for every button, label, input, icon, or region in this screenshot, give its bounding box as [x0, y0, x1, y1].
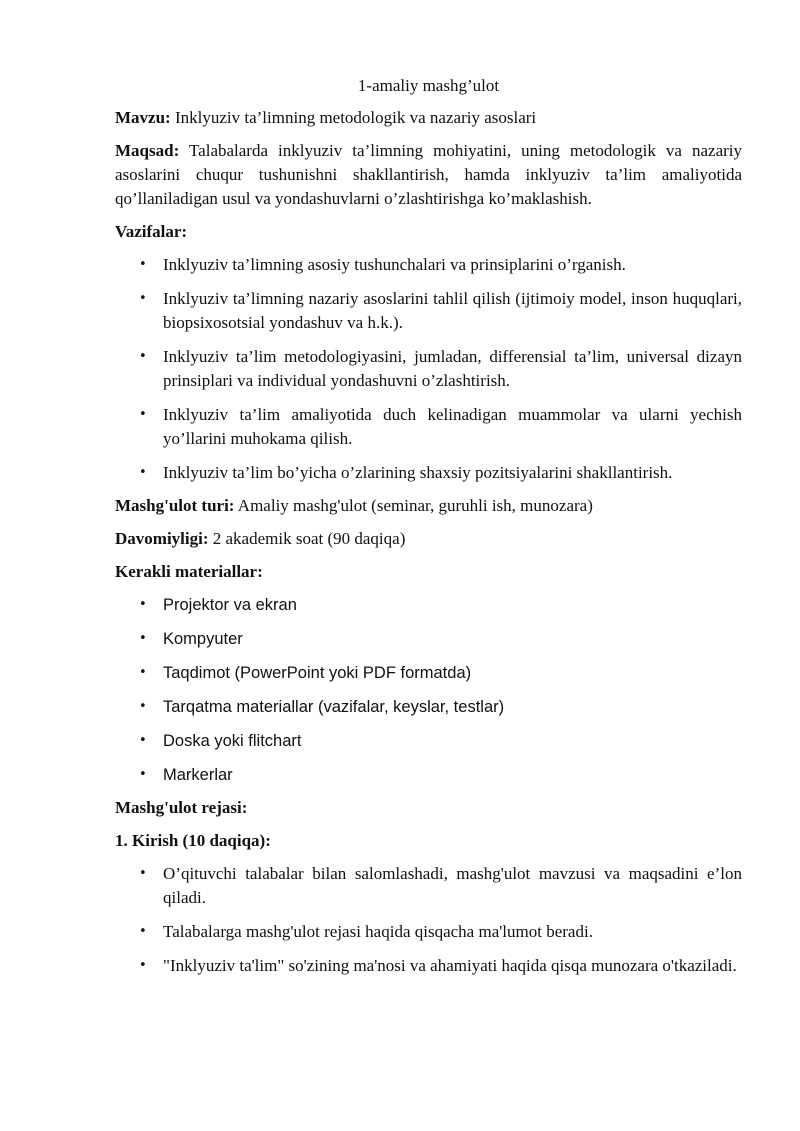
list-item-text: Kompyuter — [163, 630, 243, 648]
lesson-type-text: Amaliy mashg'ulot (seminar, guruhli ish, munozara) — [234, 496, 593, 515]
list-item — [115, 253, 742, 277]
duration-text: 2 akademik soat (90 daqiqa) — [208, 529, 406, 548]
list-item-text: Inklyuziv ta’lim bo’yicha o’zlarining shaxsiy pozitsiyalarini shakllantirish. — [163, 463, 673, 482]
materials-list — [115, 593, 742, 787]
list-item — [115, 920, 742, 944]
list-item — [115, 403, 742, 451]
plan-heading: Mashg'ulot rejasi: — [115, 798, 248, 817]
goal-paragraph — [115, 139, 742, 211]
bullet-icon: • — [139, 767, 147, 782]
goal-text: Talabalarda inklyuziv ta’limning mohiyatini, uning metodologik va nazariy asoslarini chuqur tushunishni shakllantirish, hamda inklyuziv ta’lim amaliyotida qo’llaniladigan usul va yondashuvlarni o’zlashtirishga ko’maklashish. — [115, 141, 742, 208]
topic-label: Mavzu: — [115, 108, 171, 127]
list-item — [115, 287, 742, 335]
duration-paragraph — [115, 527, 742, 551]
list-item-text: Inklyuziv ta’limning nazariy asoslarini tahlil qilish (ijtimoiy model, inson huquqlari, biopsixosotsial yondashuv va h.k.). — [163, 289, 742, 332]
list-item-text: "Inklyuziv ta'lim" so'zining ma'nosi va ahamiyati haqida qisqa munozara o'tkaziladi. — [163, 956, 737, 975]
list-item-text: Inklyuziv ta’lim amaliyotida duch kelinadigan muammolar va ularni yechish yo’llarini muhokama qilish. — [163, 405, 742, 448]
document-title: 1-amaliy mashg’ulot — [357, 76, 500, 95]
list-item-text: Inklyuziv ta’lim metodologiyasini, jumladan, differensial ta’lim, universal dizayn prinsiplari va individual yondashuvni o’zlashtirish. — [163, 347, 742, 390]
bullet-icon: • — [139, 349, 147, 364]
bullet-icon: • — [139, 291, 147, 306]
topic-paragraph — [115, 106, 742, 130]
bullet-icon: • — [139, 733, 147, 748]
bullet-icon: • — [139, 665, 147, 680]
tasks-heading: Vazifalar: — [115, 222, 188, 241]
plan-section-heading: 1. Kirish (10 daqiqa): — [115, 831, 271, 850]
topic-text: Inklyuziv ta’limning metodologik va nazariy asoslari — [170, 108, 537, 127]
plan-section-list — [115, 862, 742, 978]
list-item — [115, 695, 742, 719]
list-item-text: Markerlar — [163, 766, 233, 784]
list-item-text: Talabalarga mashg'ulot rejasi haqida qisqacha ma'lumot beradi. — [163, 922, 593, 941]
bullet-icon: • — [139, 465, 147, 480]
list-item — [115, 862, 742, 910]
list-item-text: O’qituvchi talabalar bilan salomlashadi, mashg'ulot mavzusi va maqsadini e’lon qiladi. — [163, 864, 742, 907]
bullet-icon: • — [139, 866, 147, 881]
list-item — [115, 954, 742, 978]
list-item — [115, 345, 742, 393]
list-item — [115, 461, 742, 485]
list-item — [115, 627, 742, 651]
bullet-icon: • — [139, 958, 147, 973]
lesson-type-paragraph — [115, 494, 742, 518]
lesson-type-label: Mashg'ulot turi: — [115, 496, 235, 515]
list-item-text: Tarqatma materiallar (vazifalar, keyslar, testlar) — [163, 698, 505, 716]
materials-heading: Kerakli materiallar: — [115, 562, 263, 581]
duration-label: Davomiyligi: — [115, 529, 209, 548]
list-item-text: Doska yoki flitchart — [163, 732, 302, 750]
goal-label: Maqsad: — [115, 141, 180, 160]
bullet-icon: • — [139, 597, 147, 612]
tasks-list — [115, 253, 742, 485]
list-item — [115, 763, 742, 787]
bullet-icon: • — [139, 699, 147, 714]
bullet-icon: • — [139, 407, 147, 422]
bullet-icon: • — [139, 631, 147, 646]
list-item-text: Projektor va ekran — [163, 596, 297, 614]
bullet-icon: • — [139, 257, 147, 272]
list-item — [115, 593, 742, 617]
list-item — [115, 661, 742, 685]
list-item-text: Inklyuziv ta’limning asosiy tushunchalari va prinsiplarini o’rganish. — [163, 255, 626, 274]
list-item-text: Taqdimot (PowerPoint yoki PDF formatda) — [163, 664, 472, 682]
bullet-icon: • — [139, 924, 147, 939]
list-item — [115, 729, 742, 753]
